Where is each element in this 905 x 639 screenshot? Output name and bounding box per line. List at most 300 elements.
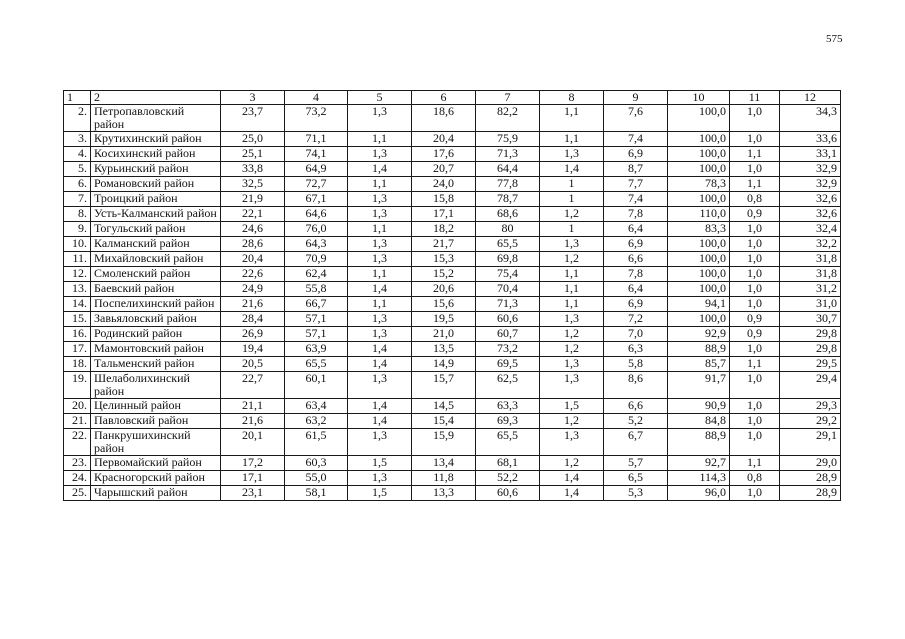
table-row [64,327,841,342]
value-cell: 17,2 [221,456,285,471]
value-cell: 100,0 [668,147,730,162]
value-cell: 1,3 [540,147,604,162]
value-cell: 1,4 [348,342,412,357]
value-cell: 29,0 [780,456,841,471]
value-cell: 29,8 [780,342,841,357]
district-name-cell: Родинский район [91,327,221,342]
value-cell: 1,0 [730,162,780,177]
value-cell: 62,5 [476,372,540,399]
district-name-cell: Усть-Калманский район [91,207,221,222]
value-cell: 114,3 [668,471,730,486]
value-cell: 7,8 [604,267,668,282]
value-cell: 63,3 [476,399,540,414]
value-cell: 1,2 [540,456,604,471]
value-cell: 6,9 [604,237,668,252]
value-cell: 1,0 [730,429,780,456]
column-header-10: 10 [668,91,730,105]
value-cell: 28,9 [780,471,841,486]
value-cell: 31,8 [780,252,841,267]
value-cell: 100,0 [668,132,730,147]
value-cell: 20,4 [412,132,476,147]
value-cell: 100,0 [668,312,730,327]
row-number-cell: 24. [64,471,91,486]
value-cell: 55,8 [285,282,348,297]
value-cell: 68,6 [476,207,540,222]
district-name-cell: Мамонтовский район [91,342,221,357]
value-cell: 1,3 [348,429,412,456]
value-cell: 1,3 [348,372,412,399]
column-header-7: 7 [476,91,540,105]
value-cell: 57,1 [285,327,348,342]
value-cell: 92,9 [668,327,730,342]
value-cell: 74,1 [285,147,348,162]
value-cell: 19,5 [412,312,476,327]
value-cell: 21,7 [412,237,476,252]
value-cell: 100,0 [668,192,730,207]
table-header-row [64,91,841,105]
value-cell: 60,3 [285,456,348,471]
value-cell: 8,6 [604,372,668,399]
value-cell: 32,6 [780,192,841,207]
value-cell: 23,7 [221,105,285,132]
value-cell: 52,2 [476,471,540,486]
value-cell: 7,0 [604,327,668,342]
table-row [64,147,841,162]
value-cell: 17,6 [412,147,476,162]
value-cell: 14,9 [412,357,476,372]
value-cell: 21,0 [412,327,476,342]
value-cell: 62,4 [285,267,348,282]
value-cell: 69,8 [476,252,540,267]
district-name-cell: Калманский район [91,237,221,252]
value-cell: 1,3 [348,207,412,222]
value-cell: 5,2 [604,414,668,429]
value-cell: 5,3 [604,486,668,501]
value-cell: 1,5 [540,399,604,414]
value-cell: 1 [540,222,604,237]
district-name-cell: Завьяловский район [91,312,221,327]
value-cell: 1,3 [540,372,604,399]
district-name-cell: Баевский район [91,282,221,297]
value-cell: 55,0 [285,471,348,486]
value-cell: 1,1 [540,267,604,282]
value-cell: 6,4 [604,222,668,237]
value-cell: 19,4 [221,342,285,357]
value-cell: 64,9 [285,162,348,177]
value-cell: 33,6 [780,132,841,147]
value-cell: 28,9 [780,486,841,501]
table-row [64,342,841,357]
row-number-cell: 17. [64,342,91,357]
table-row [64,207,841,222]
district-name-cell: Михайловский район [91,252,221,267]
value-cell: 15,3 [412,252,476,267]
table-row [64,399,841,414]
value-cell: 69,5 [476,357,540,372]
value-cell: 1,0 [730,414,780,429]
value-cell: 85,7 [668,357,730,372]
row-number-cell: 14. [64,297,91,312]
table-row [64,372,841,399]
value-cell: 1,4 [540,471,604,486]
value-cell: 32,6 [780,207,841,222]
value-cell: 1,1 [730,357,780,372]
table-row [64,105,841,132]
row-number-cell: 21. [64,414,91,429]
value-cell: 60,7 [476,327,540,342]
column-header-12: 12 [780,91,841,105]
value-cell: 28,4 [221,312,285,327]
value-cell: 67,1 [285,192,348,207]
row-number-cell: 22. [64,429,91,456]
value-cell: 1,1 [348,222,412,237]
column-header-6: 6 [412,91,476,105]
value-cell: 15,2 [412,267,476,282]
value-cell: 1,3 [348,192,412,207]
district-name-cell: Тогульский район [91,222,221,237]
row-number-cell: 7. [64,192,91,207]
value-cell: 29,1 [780,429,841,456]
value-cell: 0,9 [730,327,780,342]
district-name-cell: Косихинский район [91,147,221,162]
row-number-cell: 4. [64,147,91,162]
value-cell: 22,1 [221,207,285,222]
value-cell: 1,2 [540,207,604,222]
value-cell: 15,6 [412,297,476,312]
value-cell: 18,6 [412,105,476,132]
value-cell: 1,4 [348,162,412,177]
table-body [64,105,841,501]
value-cell: 20,7 [412,162,476,177]
value-cell: 72,7 [285,177,348,192]
value-cell: 1,1 [730,147,780,162]
table-row [64,282,841,297]
value-cell: 1,0 [730,372,780,399]
value-cell: 70,4 [476,282,540,297]
district-name-cell: Тальменский район [91,357,221,372]
value-cell: 15,7 [412,372,476,399]
value-cell: 0,9 [730,312,780,327]
value-cell: 110,0 [668,207,730,222]
value-cell: 0,9 [730,207,780,222]
row-number-cell: 8. [64,207,91,222]
value-cell: 1,1 [540,105,604,132]
value-cell: 1,4 [348,399,412,414]
value-cell: 1,1 [348,267,412,282]
district-name-cell: Павловский район [91,414,221,429]
value-cell: 61,5 [285,429,348,456]
row-number-cell: 16. [64,327,91,342]
value-cell: 65,5 [476,237,540,252]
column-header-9: 9 [604,91,668,105]
table-row [64,297,841,312]
value-cell: 1,2 [540,414,604,429]
value-cell: 7,4 [604,132,668,147]
value-cell: 17,1 [221,471,285,486]
value-cell: 1,0 [730,399,780,414]
value-cell: 64,6 [285,207,348,222]
value-cell: 78,3 [668,177,730,192]
value-cell: 70,9 [285,252,348,267]
district-name-cell: Крутихинский район [91,132,221,147]
district-name-cell: Курьинский район [91,162,221,177]
value-cell: 1,0 [730,237,780,252]
value-cell: 1,3 [540,429,604,456]
value-cell: 7,7 [604,177,668,192]
value-cell: 80 [476,222,540,237]
value-cell: 66,7 [285,297,348,312]
value-cell: 7,8 [604,207,668,222]
value-cell: 75,9 [476,132,540,147]
table-row [64,192,841,207]
value-cell: 32,9 [780,177,841,192]
value-cell: 83,3 [668,222,730,237]
value-cell: 31,0 [780,297,841,312]
district-name-cell: Романовский район [91,177,221,192]
table-row [64,252,841,267]
value-cell: 100,0 [668,252,730,267]
value-cell: 20,6 [412,282,476,297]
value-cell: 6,3 [604,342,668,357]
value-cell: 21,6 [221,414,285,429]
column-header-11: 11 [730,91,780,105]
value-cell: 84,8 [668,414,730,429]
value-cell: 64,3 [285,237,348,252]
district-name-cell: Поспелихинский район [91,297,221,312]
value-cell: 1,4 [348,357,412,372]
district-name-cell: Чарышский район [91,486,221,501]
value-cell: 1,1 [540,282,604,297]
value-cell: 88,9 [668,342,730,357]
value-cell: 33,1 [780,147,841,162]
value-cell: 1,0 [730,105,780,132]
value-cell: 25,1 [221,147,285,162]
row-number-cell: 10. [64,237,91,252]
table-row [64,456,841,471]
column-header-5: 5 [348,91,412,105]
district-name-cell: Смоленский район [91,267,221,282]
value-cell: 1,1 [730,456,780,471]
value-cell: 13,3 [412,486,476,501]
value-cell: 20,4 [221,252,285,267]
value-cell: 1,2 [540,327,604,342]
value-cell: 32,4 [780,222,841,237]
row-number-cell: 5. [64,162,91,177]
value-cell: 13,5 [412,342,476,357]
value-cell: 6,9 [604,297,668,312]
value-cell: 21,9 [221,192,285,207]
district-name-cell: Целинный район [91,399,221,414]
table-row [64,162,841,177]
value-cell: 7,6 [604,105,668,132]
value-cell: 18,2 [412,222,476,237]
column-header-3: 3 [221,91,285,105]
value-cell: 25,0 [221,132,285,147]
value-cell: 1,1 [730,177,780,192]
value-cell: 1,1 [348,177,412,192]
district-statistics-table [63,90,841,501]
value-cell: 31,8 [780,267,841,282]
value-cell: 13,4 [412,456,476,471]
value-cell: 1,1 [348,297,412,312]
row-number-cell: 18. [64,357,91,372]
district-name-cell: Панкрушихинский район [91,429,221,456]
value-cell: 6,4 [604,282,668,297]
value-cell: 21,6 [221,297,285,312]
row-number-cell: 9. [64,222,91,237]
value-cell: 1,2 [540,252,604,267]
value-cell: 1,0 [730,267,780,282]
value-cell: 1,5 [348,486,412,501]
table-row [64,414,841,429]
row-number-cell: 6. [64,177,91,192]
row-number-cell: 12. [64,267,91,282]
value-cell: 1,0 [730,222,780,237]
value-cell: 1,3 [348,237,412,252]
value-cell: 1 [540,192,604,207]
page-number: 575 [826,33,843,45]
value-cell: 60,6 [476,486,540,501]
value-cell: 1,3 [540,312,604,327]
value-cell: 33,8 [221,162,285,177]
value-cell: 22,6 [221,267,285,282]
value-cell: 60,1 [285,372,348,399]
value-cell: 63,9 [285,342,348,357]
row-number-cell: 23. [64,456,91,471]
value-cell: 91,7 [668,372,730,399]
value-cell: 29,5 [780,357,841,372]
table-row [64,486,841,501]
table-row [64,471,841,486]
value-cell: 1,0 [730,342,780,357]
value-cell: 32,5 [221,177,285,192]
value-cell: 15,4 [412,414,476,429]
value-cell: 65,5 [476,429,540,456]
value-cell: 29,4 [780,372,841,399]
value-cell: 63,4 [285,399,348,414]
value-cell: 1,3 [348,147,412,162]
value-cell: 75,4 [476,267,540,282]
value-cell: 90,9 [668,399,730,414]
value-cell: 29,3 [780,399,841,414]
value-cell: 1,0 [730,252,780,267]
value-cell: 6,6 [604,399,668,414]
value-cell: 71,1 [285,132,348,147]
value-cell: 94,1 [668,297,730,312]
value-cell: 6,7 [604,429,668,456]
value-cell: 100,0 [668,162,730,177]
value-cell: 1,3 [348,105,412,132]
value-cell: 20,5 [221,357,285,372]
value-cell: 64,4 [476,162,540,177]
table-row [64,267,841,282]
row-number-cell: 19. [64,372,91,399]
value-cell: 57,1 [285,312,348,327]
row-number-cell: 2. [64,105,91,132]
row-number-cell: 15. [64,312,91,327]
value-cell: 63,2 [285,414,348,429]
value-cell: 71,3 [476,297,540,312]
value-cell: 20,1 [221,429,285,456]
value-cell: 1,3 [348,252,412,267]
value-cell: 6,9 [604,147,668,162]
value-cell: 100,0 [668,237,730,252]
value-cell: 29,8 [780,327,841,342]
value-cell: 76,0 [285,222,348,237]
value-cell: 1,3 [540,237,604,252]
value-cell: 15,9 [412,429,476,456]
district-name-cell: Первомайский район [91,456,221,471]
row-number-cell: 20. [64,399,91,414]
value-cell: 73,2 [285,105,348,132]
value-cell: 65,5 [285,357,348,372]
value-cell: 1,0 [730,297,780,312]
table-row [64,237,841,252]
table-row [64,132,841,147]
value-cell: 1,4 [348,414,412,429]
value-cell: 1,4 [540,486,604,501]
value-cell: 24,9 [221,282,285,297]
value-cell: 15,8 [412,192,476,207]
row-number-cell: 3. [64,132,91,147]
value-cell: 100,0 [668,267,730,282]
value-cell: 96,0 [668,486,730,501]
value-cell: 26,9 [221,327,285,342]
value-cell: 14,5 [412,399,476,414]
row-number-cell: 11. [64,252,91,267]
table-row [64,222,841,237]
value-cell: 7,4 [604,192,668,207]
value-cell: 11,8 [412,471,476,486]
value-cell: 100,0 [668,105,730,132]
district-name-cell: Красногорский район [91,471,221,486]
value-cell: 60,6 [476,312,540,327]
value-cell: 1,3 [540,357,604,372]
value-cell: 6,6 [604,252,668,267]
value-cell: 0,8 [730,192,780,207]
value-cell: 92,7 [668,456,730,471]
value-cell: 100,0 [668,282,730,297]
value-cell: 1,1 [540,132,604,147]
value-cell: 68,1 [476,456,540,471]
value-cell: 32,2 [780,237,841,252]
value-cell: 1,2 [540,342,604,357]
value-cell: 23,1 [221,486,285,501]
value-cell: 77,8 [476,177,540,192]
value-cell: 1,1 [540,297,604,312]
value-cell: 1,0 [730,282,780,297]
value-cell: 1 [540,177,604,192]
row-number-cell: 25. [64,486,91,501]
value-cell: 1,0 [730,132,780,147]
value-cell: 1,4 [540,162,604,177]
value-cell: 24,0 [412,177,476,192]
value-cell: 30,7 [780,312,841,327]
district-name-cell: Петропавловский район [91,105,221,132]
value-cell: 17,1 [412,207,476,222]
value-cell: 31,2 [780,282,841,297]
value-cell: 1,4 [348,282,412,297]
value-cell: 88,9 [668,429,730,456]
value-cell: 0,8 [730,471,780,486]
value-cell: 22,7 [221,372,285,399]
value-cell: 34,3 [780,105,841,132]
value-cell: 78,7 [476,192,540,207]
table-row [64,177,841,192]
value-cell: 32,9 [780,162,841,177]
column-header-1: 1 [64,91,91,105]
value-cell: 7,2 [604,312,668,327]
